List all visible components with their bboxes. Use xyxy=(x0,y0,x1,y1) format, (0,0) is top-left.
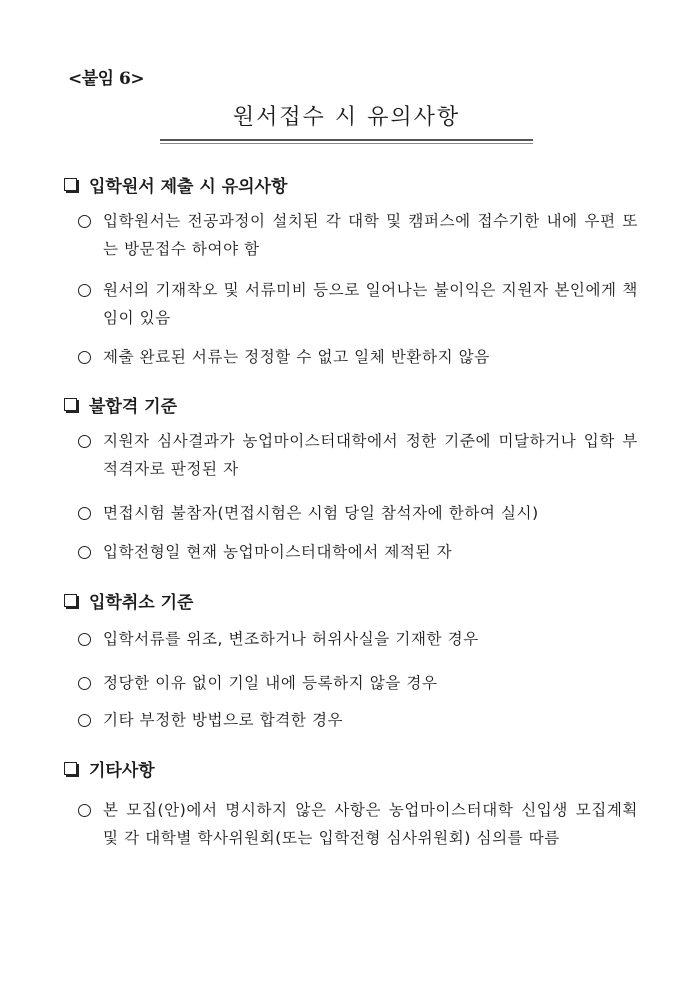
list-item-text: 면접시험 불참자(면접시험은 시험 당일 참석자에 한하여 실시) xyxy=(103,504,539,522)
circle-bullet-icon xyxy=(78,677,91,690)
section-heading-cancellation xyxy=(64,588,193,613)
circle-bullet-icon xyxy=(78,714,91,727)
square-box-icon xyxy=(64,398,77,411)
page-title: 원서접수 시 유의사항 xyxy=(232,105,461,130)
circle-bullet-icon xyxy=(78,804,91,817)
square-box-icon xyxy=(64,762,77,775)
section-heading-text: 기타사항 xyxy=(89,761,155,781)
square-box-icon xyxy=(64,178,77,191)
list-item-text: 기타 부정한 방법으로 합격한 경우 xyxy=(103,711,344,729)
square-box-icon xyxy=(64,594,77,607)
list-item xyxy=(78,669,638,697)
circle-bullet-icon xyxy=(78,284,91,297)
list-item-text: 입학전형일 현재 농업마이스터대학에서 제적된 자 xyxy=(103,543,453,561)
list-item xyxy=(78,499,638,527)
list-item xyxy=(78,207,638,263)
section-heading-submission xyxy=(64,172,287,197)
title-double-rule xyxy=(160,139,533,144)
list-item-text: 지원자 심사결과가 농업마이스터대학에서 정한 기준에 미달하거나 입학 부적격자로 판정된 자 xyxy=(103,432,638,478)
section-heading-text: 불합격 기준 xyxy=(89,397,178,417)
list-item-text: 원서의 기재착오 및 서류미비 등으로 일어나는 불이익은 지원자 본인에게 책임이 있음 xyxy=(103,281,638,327)
list-item xyxy=(78,427,638,483)
list-item-text: 입학서류를 위조, 변조하거나 허위사실을 기재한 경우 xyxy=(103,630,479,648)
list-item xyxy=(78,343,638,371)
section-heading-other xyxy=(64,756,155,781)
list-item xyxy=(78,796,638,852)
list-item xyxy=(78,276,638,332)
circle-bullet-icon xyxy=(78,633,91,646)
list-item-text: 본 모집(안)에서 명시하지 않은 사항은 농업마이스터대학 신입생 모집계획 및 각 대학별 학사위원회(또는 입학전형 심사위원회) 심의를 따름 xyxy=(103,801,638,847)
list-item-text: 정당한 이유 없이 기일 내에 등록하지 않을 경우 xyxy=(103,674,438,692)
list-item xyxy=(78,706,638,734)
section-heading-text: 입학원서 제출 시 유의사항 xyxy=(89,177,288,197)
circle-bullet-icon xyxy=(78,546,91,559)
attachment-label: <붙임 6> xyxy=(68,69,145,89)
section-heading-rejection xyxy=(64,392,177,417)
section-heading-text: 입학취소 기준 xyxy=(89,593,194,613)
circle-bullet-icon xyxy=(78,507,91,520)
list-item-text: 입학원서는 전공과정이 설치된 각 대학 및 캠퍼스에 접수기한 내에 우편 또는 방문접수 하여야 함 xyxy=(103,212,638,258)
circle-bullet-icon xyxy=(78,351,91,364)
circle-bullet-icon xyxy=(78,435,91,448)
list-item xyxy=(78,625,638,653)
list-item-text: 제출 완료된 서류는 정정할 수 없고 일체 반환하지 않음 xyxy=(103,348,490,366)
list-item xyxy=(78,538,638,566)
circle-bullet-icon xyxy=(78,215,91,228)
